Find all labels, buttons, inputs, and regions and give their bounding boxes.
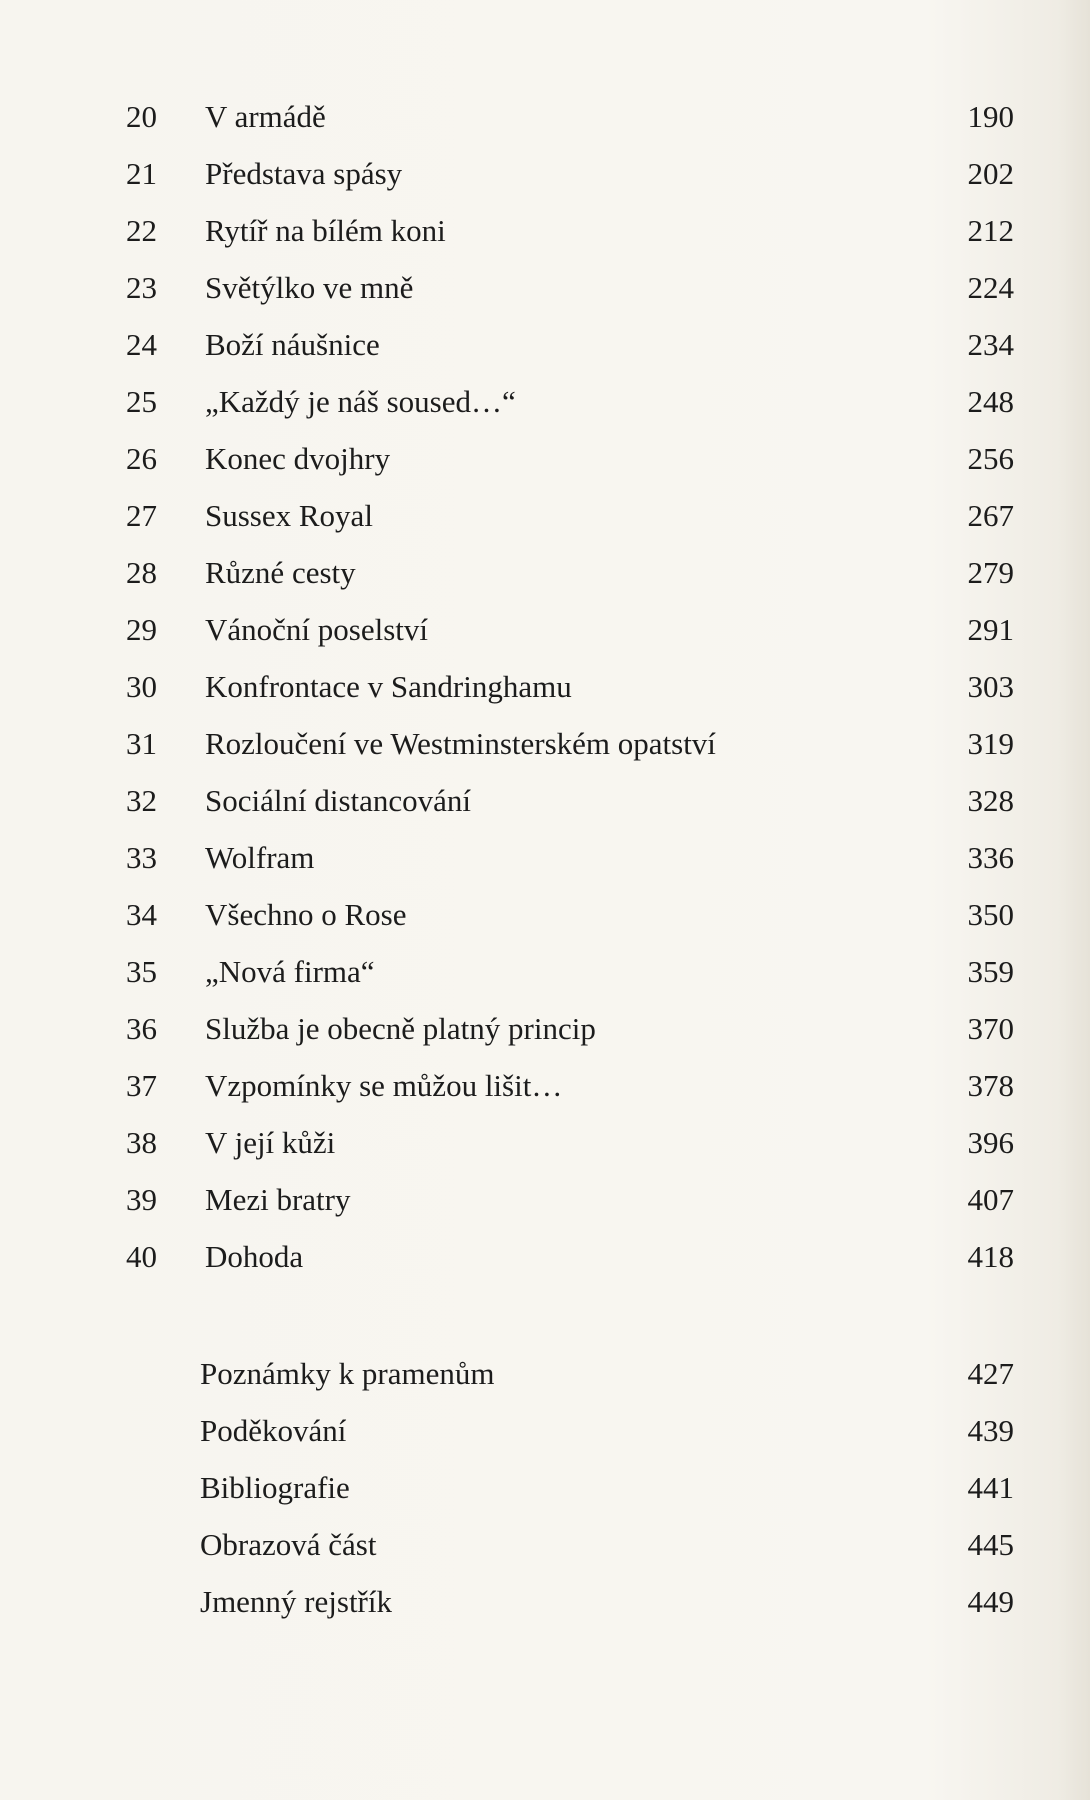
page-number: 303 — [967, 669, 1014, 704]
chapter-title: Konfrontace v Sandringhamu — [205, 669, 572, 704]
chapter-title: Sociální distancování — [205, 783, 472, 818]
page-number: 212 — [967, 213, 1014, 248]
page-number: 370 — [967, 1011, 1014, 1046]
chapter-number: 35 — [126, 954, 157, 989]
page-number: 445 — [967, 1527, 1014, 1562]
toc-entry-chapter-24 — [0, 320, 1090, 370]
toc-entry-chapter-28 — [0, 548, 1090, 598]
chapter-number: 31 — [126, 726, 157, 761]
toc-entry-chapter-29 — [0, 605, 1090, 655]
toc-entry-chapter-22 — [0, 206, 1090, 256]
chapter-number: 26 — [126, 441, 157, 476]
page-number: 407 — [967, 1182, 1014, 1217]
toc-entry-chapter-36 — [0, 1004, 1090, 1054]
page-number: 224 — [967, 270, 1014, 305]
toc-entry-chapter-25 — [0, 377, 1090, 427]
chapter-number: 38 — [126, 1125, 157, 1160]
chapter-number: 32 — [126, 783, 157, 818]
page-number: 418 — [967, 1239, 1014, 1274]
chapter-number: 36 — [126, 1011, 157, 1046]
chapter-number: 28 — [126, 555, 157, 590]
chapter-title: V její kůži — [205, 1125, 336, 1160]
page-number: 350 — [967, 897, 1014, 932]
chapter-title: Rozloučení ve Westminsterském opatství — [205, 726, 716, 761]
chapter-title: Sussex Royal — [205, 498, 373, 533]
chapter-number: 34 — [126, 897, 157, 932]
back-matter-title: Obrazová část — [200, 1527, 377, 1562]
page-number: 396 — [967, 1125, 1014, 1160]
chapter-title: Dohoda — [205, 1239, 304, 1274]
chapter-number: 25 — [126, 384, 157, 419]
page-number: 202 — [967, 156, 1014, 191]
chapter-title: Boží náušnice — [205, 327, 380, 362]
toc-entry-chapter-26 — [0, 434, 1090, 484]
chapter-number: 22 — [126, 213, 157, 248]
chapter-title: Mezi bratry — [205, 1182, 351, 1217]
chapter-number: 20 — [126, 99, 157, 134]
page-number: 427 — [967, 1356, 1014, 1391]
chapter-title: Různé cesty — [205, 555, 356, 590]
page-number: 359 — [967, 954, 1014, 989]
back-matter-title: Poznámky k pramenům — [200, 1356, 495, 1391]
toc-entry-chapter-40 — [0, 1232, 1090, 1282]
toc-entry-chapter-21 — [0, 149, 1090, 199]
page-number: 449 — [967, 1584, 1014, 1619]
page-number: 328 — [967, 783, 1014, 818]
chapter-title: „Nová firma“ — [205, 954, 375, 989]
chapter-number: 37 — [126, 1068, 157, 1103]
toc-entry-chapter-34 — [0, 890, 1090, 940]
chapter-number: 40 — [126, 1239, 157, 1274]
chapter-title: Vánoční poselství — [205, 612, 428, 647]
page-number: 319 — [967, 726, 1014, 761]
page-number: 256 — [967, 441, 1014, 476]
chapter-title: Vzpomínky se můžou lišit… — [205, 1068, 563, 1103]
toc-entry-chapter-30 — [0, 662, 1090, 712]
chapter-title: Rytíř na bílém koni — [205, 213, 446, 248]
chapter-number: 30 — [126, 669, 157, 704]
toc-entry-chapter-20 — [0, 92, 1090, 142]
toc-entry-chapter-33 — [0, 833, 1090, 883]
back-matter-title: Poděkování — [200, 1413, 347, 1448]
chapter-title: „Každý je náš soused…“ — [205, 384, 516, 419]
toc-entry-chapter-31 — [0, 719, 1090, 769]
page-number: 291 — [967, 612, 1014, 647]
toc-entry-picture-section — [0, 1520, 1090, 1570]
toc-entry-name-index — [0, 1577, 1090, 1627]
chapter-number: 23 — [126, 270, 157, 305]
page-number: 439 — [967, 1413, 1014, 1448]
toc-entry-chapter-23 — [0, 263, 1090, 313]
toc-entry-acknowledgements — [0, 1406, 1090, 1456]
chapter-number: 24 — [126, 327, 157, 362]
toc-entry-chapter-32 — [0, 776, 1090, 826]
chapter-title: Wolfram — [205, 840, 315, 875]
chapter-number: 33 — [126, 840, 157, 875]
back-matter-title: Jmenný rejstřík — [200, 1584, 392, 1619]
page-number: 267 — [967, 498, 1014, 533]
page-number: 279 — [967, 555, 1014, 590]
chapter-number: 39 — [126, 1182, 157, 1217]
chapter-number: 21 — [126, 156, 157, 191]
chapter-title: Představa spásy — [205, 156, 403, 191]
chapter-title: Světýlko ve mně — [205, 270, 414, 305]
chapter-title: V armádě — [205, 99, 326, 134]
toc-entry-chapter-38 — [0, 1118, 1090, 1168]
page-number: 248 — [967, 384, 1014, 419]
back-matter-title: Bibliografie — [200, 1470, 350, 1505]
toc-entry-chapter-37 — [0, 1061, 1090, 1111]
chapter-number: 29 — [126, 612, 157, 647]
page-number: 378 — [967, 1068, 1014, 1103]
chapter-title: Služba je obecně platný princip — [205, 1011, 596, 1046]
chapter-title: Konec dvojhry — [205, 441, 391, 476]
page-number: 190 — [967, 99, 1014, 134]
toc-entry-bibliography — [0, 1463, 1090, 1513]
page-number: 441 — [967, 1470, 1014, 1505]
toc-entry-chapter-39 — [0, 1175, 1090, 1225]
page-number: 234 — [967, 327, 1014, 362]
toc-entry-chapter-35 — [0, 947, 1090, 997]
toc-entry-chapter-27 — [0, 491, 1090, 541]
chapter-number: 27 — [126, 498, 157, 533]
page-number: 336 — [967, 840, 1014, 875]
chapter-title: Všechno o Rose — [205, 897, 407, 932]
toc-entry-source-notes — [0, 1349, 1090, 1399]
